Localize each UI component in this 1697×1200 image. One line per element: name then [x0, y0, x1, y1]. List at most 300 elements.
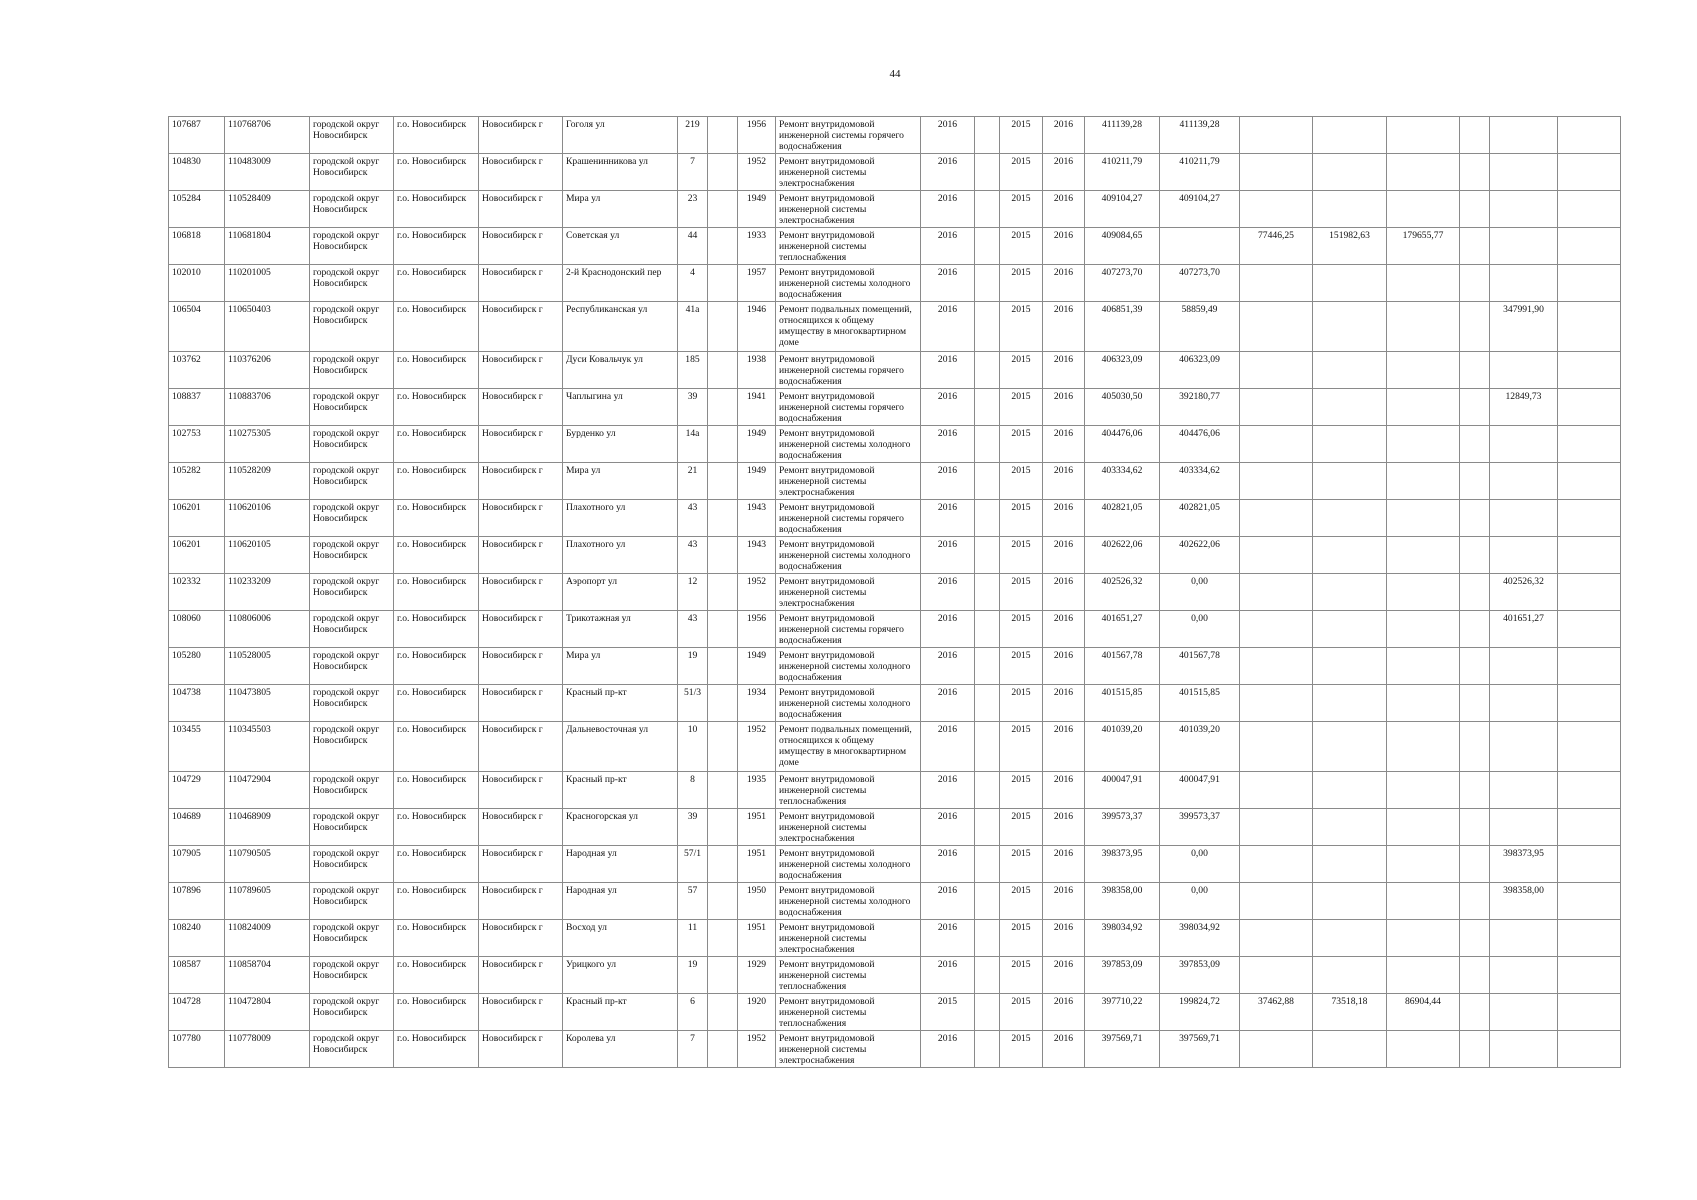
- cell-municipality: городской округ Новосибирск: [310, 920, 394, 957]
- cell-s3: [1387, 920, 1460, 957]
- cell-empty: [1558, 117, 1621, 154]
- cell-s4: [1490, 154, 1558, 191]
- cell-empty: [708, 1031, 738, 1068]
- cell-work: Ремонт внутридомовой инженерной системы горячего водоснабжения: [776, 611, 921, 648]
- cell-empty: [708, 883, 738, 920]
- cell-empty: [975, 389, 1000, 426]
- cell-house: 4: [678, 265, 708, 302]
- cell-district: г.о. Новосибирск: [394, 957, 479, 994]
- cell-street: Мира ул: [563, 463, 678, 500]
- cell-empty: [1460, 574, 1490, 611]
- cell-house: 19: [678, 648, 708, 685]
- cell-empty: [1558, 302, 1621, 352]
- cell-code: 110789605: [225, 883, 310, 920]
- cell-code: 110528209: [225, 463, 310, 500]
- cell-to-year: 2016: [1043, 463, 1085, 500]
- cell-empty: [1558, 426, 1621, 463]
- cell-code: 110483009: [225, 154, 310, 191]
- cell-empty: [1558, 463, 1621, 500]
- cell-s2: 73518,18: [1313, 994, 1387, 1031]
- cell-empty: [1558, 228, 1621, 265]
- cell-code: 110858704: [225, 957, 310, 994]
- cell-from-year: 2015: [1000, 154, 1043, 191]
- cell-municipality: городской округ Новосибирск: [310, 154, 394, 191]
- cell-empty: [1460, 809, 1490, 846]
- cell-empty: [975, 352, 1000, 389]
- cell-total: 407273,70: [1085, 265, 1160, 302]
- cell-district: г.о. Новосибирск: [394, 883, 479, 920]
- cell-code: 110376206: [225, 352, 310, 389]
- cell-total: 403334,62: [1085, 463, 1160, 500]
- cell-s1: [1240, 957, 1313, 994]
- cell-code: 110473805: [225, 685, 310, 722]
- cell-empty: [708, 265, 738, 302]
- cell-empty: [1460, 611, 1490, 648]
- cell-to-year: 2016: [1043, 772, 1085, 809]
- cell-from-year: 2015: [1000, 302, 1043, 352]
- cell-empty: [708, 957, 738, 994]
- cell-district: г.о. Новосибирск: [394, 426, 479, 463]
- cell-plan-year: 2016: [921, 537, 975, 574]
- cell-s2: [1313, 772, 1387, 809]
- cell-s2: [1313, 846, 1387, 883]
- cell-s4: 402526,32: [1490, 574, 1558, 611]
- cell-s3: [1387, 426, 1460, 463]
- cell-empty: [1460, 883, 1490, 920]
- cell-street: Чаплыгина ул: [563, 389, 678, 426]
- cell-plan-year: 2016: [921, 685, 975, 722]
- cell-from-year: 2015: [1000, 957, 1043, 994]
- cell-id: 105284: [169, 191, 225, 228]
- cell-fund: 0,00: [1160, 846, 1240, 883]
- cell-from-year: 2015: [1000, 117, 1043, 154]
- cell-empty: [1460, 463, 1490, 500]
- cell-district: г.о. Новосибирск: [394, 809, 479, 846]
- cell-s1: [1240, 722, 1313, 772]
- cell-empty: [1558, 389, 1621, 426]
- cell-plan-year: 2016: [921, 722, 975, 772]
- cell-s2: [1313, 154, 1387, 191]
- cell-year-built: 1950: [738, 883, 776, 920]
- cell-work: Ремонт внутридомовой инженерной системы теплоснабжения: [776, 957, 921, 994]
- cell-empty: [975, 574, 1000, 611]
- cell-year-built: 1943: [738, 500, 776, 537]
- cell-from-year: 2015: [1000, 722, 1043, 772]
- cell-to-year: 2016: [1043, 1031, 1085, 1068]
- cell-s2: [1313, 265, 1387, 302]
- cell-fund: 404476,06: [1160, 426, 1240, 463]
- cell-municipality: городской округ Новосибирск: [310, 611, 394, 648]
- cell-total: 399573,37: [1085, 809, 1160, 846]
- cell-year-built: 1949: [738, 191, 776, 228]
- cell-s4: [1490, 772, 1558, 809]
- cell-s3: [1387, 1031, 1460, 1068]
- cell-s3: [1387, 463, 1460, 500]
- cell-plan-year: 2016: [921, 154, 975, 191]
- cell-district: г.о. Новосибирск: [394, 389, 479, 426]
- cell-s4: [1490, 994, 1558, 1031]
- cell-s2: [1313, 191, 1387, 228]
- cell-city: Новосибирск г: [479, 500, 563, 537]
- cell-id: 107687: [169, 117, 225, 154]
- cell-city: Новосибирск г: [479, 117, 563, 154]
- cell-city: Новосибирск г: [479, 994, 563, 1031]
- cell-s1: [1240, 191, 1313, 228]
- cell-empty: [1558, 722, 1621, 772]
- cell-plan-year: 2016: [921, 1031, 975, 1068]
- cell-to-year: 2016: [1043, 352, 1085, 389]
- cell-empty: [1558, 611, 1621, 648]
- cell-empty: [708, 722, 738, 772]
- cell-s2: [1313, 611, 1387, 648]
- cell-s2: [1313, 302, 1387, 352]
- cell-empty: [975, 426, 1000, 463]
- cell-s2: [1313, 117, 1387, 154]
- cell-id: 106504: [169, 302, 225, 352]
- cell-empty: [1460, 265, 1490, 302]
- cell-municipality: городской округ Новосибирск: [310, 352, 394, 389]
- cell-plan-year: 2016: [921, 809, 975, 846]
- cell-s1: 77446,25: [1240, 228, 1313, 265]
- cell-municipality: городской округ Новосибирск: [310, 846, 394, 883]
- cell-from-year: 2015: [1000, 228, 1043, 265]
- cell-s3: [1387, 809, 1460, 846]
- cell-municipality: городской округ Новосибирск: [310, 1031, 394, 1068]
- cell-street: Красный пр-кт: [563, 994, 678, 1031]
- cell-s1: [1240, 426, 1313, 463]
- cell-house: 185: [678, 352, 708, 389]
- cell-from-year: 2015: [1000, 648, 1043, 685]
- cell-year-built: 1949: [738, 463, 776, 500]
- cell-district: г.о. Новосибирск: [394, 920, 479, 957]
- cell-district: г.о. Новосибирск: [394, 648, 479, 685]
- cell-empty: [975, 1031, 1000, 1068]
- cell-from-year: 2015: [1000, 611, 1043, 648]
- cell-year-built: 1941: [738, 389, 776, 426]
- cell-to-year: 2016: [1043, 389, 1085, 426]
- cell-work: Ремонт внутридомовой инженерной системы электроснабжения: [776, 920, 921, 957]
- cell-total: 398034,92: [1085, 920, 1160, 957]
- cell-total: 401567,78: [1085, 648, 1160, 685]
- cell-s1: [1240, 883, 1313, 920]
- cell-empty: [975, 191, 1000, 228]
- cell-s3: [1387, 685, 1460, 722]
- cell-s4: 398358,00: [1490, 883, 1558, 920]
- cell-empty: [975, 302, 1000, 352]
- cell-district: г.о. Новосибирск: [394, 537, 479, 574]
- cell-from-year: 2015: [1000, 537, 1043, 574]
- cell-empty: [975, 154, 1000, 191]
- cell-street: Восход ул: [563, 920, 678, 957]
- cell-s1: [1240, 772, 1313, 809]
- cell-code: 110806006: [225, 611, 310, 648]
- cell-plan-year: 2016: [921, 611, 975, 648]
- cell-city: Новосибирск г: [479, 1031, 563, 1068]
- cell-municipality: городской округ Новосибирск: [310, 117, 394, 154]
- cell-district: г.о. Новосибирск: [394, 574, 479, 611]
- cell-id: 107905: [169, 846, 225, 883]
- cell-city: Новосибирск г: [479, 574, 563, 611]
- cell-house: 11: [678, 920, 708, 957]
- cell-city: Новосибирск г: [479, 685, 563, 722]
- cell-empty: [975, 994, 1000, 1031]
- cell-s1: [1240, 574, 1313, 611]
- cell-municipality: городской округ Новосибирск: [310, 809, 394, 846]
- cell-municipality: городской округ Новосибирск: [310, 772, 394, 809]
- cell-empty: [1558, 500, 1621, 537]
- table-row: [169, 265, 1621, 302]
- cell-to-year: 2016: [1043, 920, 1085, 957]
- cell-work: Ремонт внутридомовой инженерной системы холодного водоснабжения: [776, 846, 921, 883]
- cell-plan-year: 2016: [921, 117, 975, 154]
- cell-plan-year: 2016: [921, 426, 975, 463]
- cell-house: 43: [678, 611, 708, 648]
- cell-s4: 347991,90: [1490, 302, 1558, 352]
- cell-total: 397569,71: [1085, 1031, 1160, 1068]
- cell-municipality: городской округ Новосибирск: [310, 228, 394, 265]
- cell-empty: [1460, 154, 1490, 191]
- cell-to-year: 2016: [1043, 648, 1085, 685]
- cell-s1: [1240, 920, 1313, 957]
- cell-district: г.о. Новосибирск: [394, 302, 479, 352]
- cell-municipality: городской округ Новосибирск: [310, 994, 394, 1031]
- cell-s4: [1490, 920, 1558, 957]
- cell-s3: [1387, 648, 1460, 685]
- cell-empty: [1460, 648, 1490, 685]
- cell-street: Советская ул: [563, 228, 678, 265]
- cell-id: 107780: [169, 1031, 225, 1068]
- cell-s3: [1387, 154, 1460, 191]
- cell-fund: 0,00: [1160, 611, 1240, 648]
- cell-to-year: 2016: [1043, 846, 1085, 883]
- cell-year-built: 1952: [738, 154, 776, 191]
- cell-code: 110468909: [225, 809, 310, 846]
- cell-id: 105280: [169, 648, 225, 685]
- cell-empty: [1460, 228, 1490, 265]
- cell-total: 402622,06: [1085, 537, 1160, 574]
- cell-total: 397710,22: [1085, 994, 1160, 1031]
- cell-from-year: 2015: [1000, 685, 1043, 722]
- cell-id: 108240: [169, 920, 225, 957]
- cell-street: Красный пр-кт: [563, 772, 678, 809]
- cell-empty: [708, 426, 738, 463]
- cell-s3: [1387, 191, 1460, 228]
- cell-city: Новосибирск г: [479, 846, 563, 883]
- table-row: [169, 1031, 1621, 1068]
- cell-street: Урицкого ул: [563, 957, 678, 994]
- cell-fund: 406323,09: [1160, 352, 1240, 389]
- cell-to-year: 2016: [1043, 228, 1085, 265]
- cell-house: 14а: [678, 426, 708, 463]
- cell-empty: [1460, 500, 1490, 537]
- cell-to-year: 2016: [1043, 994, 1085, 1031]
- cell-house: 57/1: [678, 846, 708, 883]
- cell-s3: 86904,44: [1387, 994, 1460, 1031]
- cell-fund: 411139,28: [1160, 117, 1240, 154]
- cell-code: 110201005: [225, 265, 310, 302]
- cell-empty: [708, 685, 738, 722]
- cell-from-year: 2015: [1000, 920, 1043, 957]
- cell-s2: [1313, 883, 1387, 920]
- cell-s3: [1387, 352, 1460, 389]
- cell-work: Ремонт внутридомовой инженерной системы горячего водоснабжения: [776, 500, 921, 537]
- cell-s3: [1387, 537, 1460, 574]
- cell-to-year: 2016: [1043, 426, 1085, 463]
- cell-s4: [1490, 537, 1558, 574]
- cell-s4: 12849,73: [1490, 389, 1558, 426]
- table-row: [169, 228, 1621, 265]
- cell-fund: 401515,85: [1160, 685, 1240, 722]
- cell-from-year: 2015: [1000, 883, 1043, 920]
- cell-empty: [975, 846, 1000, 883]
- cell-id: 102332: [169, 574, 225, 611]
- cell-fund: 401039,20: [1160, 722, 1240, 772]
- cell-empty: [1558, 648, 1621, 685]
- cell-id: 108587: [169, 957, 225, 994]
- cell-total: 401515,85: [1085, 685, 1160, 722]
- cell-to-year: 2016: [1043, 191, 1085, 228]
- cell-to-year: 2016: [1043, 537, 1085, 574]
- cell-work: Ремонт внутридомовой инженерной системы холодного водоснабжения: [776, 685, 921, 722]
- cell-to-year: 2016: [1043, 574, 1085, 611]
- cell-s4: [1490, 117, 1558, 154]
- cell-work: Ремонт внутридомовой инженерной системы электроснабжения: [776, 463, 921, 500]
- cell-empty: [975, 648, 1000, 685]
- cell-empty: [975, 772, 1000, 809]
- cell-year-built: 1952: [738, 722, 776, 772]
- cell-empty: [708, 772, 738, 809]
- cell-s3: [1387, 611, 1460, 648]
- capital-repair-table: [168, 116, 1621, 1068]
- cell-plan-year: 2016: [921, 352, 975, 389]
- cell-total: 400047,91: [1085, 772, 1160, 809]
- cell-street: Плахотного ул: [563, 537, 678, 574]
- cell-fund: 407273,70: [1160, 265, 1240, 302]
- cell-s1: [1240, 265, 1313, 302]
- cell-work: Ремонт внутридомовой инженерной системы теплоснабжения: [776, 228, 921, 265]
- table-row: [169, 463, 1621, 500]
- cell-city: Новосибирск г: [479, 389, 563, 426]
- cell-fund: 402821,05: [1160, 500, 1240, 537]
- cell-work: Ремонт внутридомовой инженерной системы холодного водоснабжения: [776, 537, 921, 574]
- cell-empty: [708, 648, 738, 685]
- cell-to-year: 2016: [1043, 685, 1085, 722]
- cell-s1: 37462,88: [1240, 994, 1313, 1031]
- cell-house: 8: [678, 772, 708, 809]
- cell-district: г.о. Новосибирск: [394, 1031, 479, 1068]
- cell-to-year: 2016: [1043, 265, 1085, 302]
- cell-s1: [1240, 846, 1313, 883]
- cell-code: 110681804: [225, 228, 310, 265]
- cell-code: 110620106: [225, 500, 310, 537]
- cell-district: г.о. Новосибирск: [394, 191, 479, 228]
- cell-fund: 199824,72: [1160, 994, 1240, 1031]
- cell-empty: [1460, 1031, 1490, 1068]
- cell-city: Новосибирск г: [479, 265, 563, 302]
- cell-city: Новосибирск г: [479, 191, 563, 228]
- cell-empty: [1558, 265, 1621, 302]
- cell-year-built: 1938: [738, 352, 776, 389]
- cell-empty: [975, 117, 1000, 154]
- cell-s3: [1387, 117, 1460, 154]
- cell-municipality: городской округ Новосибирск: [310, 883, 394, 920]
- cell-plan-year: 2016: [921, 302, 975, 352]
- cell-empty: [708, 191, 738, 228]
- cell-fund: 400047,91: [1160, 772, 1240, 809]
- cell-municipality: городской округ Новосибирск: [310, 685, 394, 722]
- cell-s3: [1387, 500, 1460, 537]
- cell-s1: [1240, 463, 1313, 500]
- cell-street: Дальневосточная ул: [563, 722, 678, 772]
- cell-work: Ремонт внутридомовой инженерной системы электроснабжения: [776, 191, 921, 228]
- cell-fund: 392180,77: [1160, 389, 1240, 426]
- cell-s3: [1387, 574, 1460, 611]
- cell-s2: [1313, 957, 1387, 994]
- cell-year-built: 1956: [738, 117, 776, 154]
- cell-work: Ремонт внутридомовой инженерной системы холодного водоснабжения: [776, 265, 921, 302]
- cell-s4: [1490, 463, 1558, 500]
- cell-plan-year: 2016: [921, 500, 975, 537]
- cell-city: Новосибирск г: [479, 883, 563, 920]
- cell-street: Народная ул: [563, 883, 678, 920]
- cell-fund: 402622,06: [1160, 537, 1240, 574]
- cell-empty: [1558, 846, 1621, 883]
- cell-total: 401651,27: [1085, 611, 1160, 648]
- cell-empty: [975, 685, 1000, 722]
- cell-from-year: 2015: [1000, 426, 1043, 463]
- cell-id: 104728: [169, 994, 225, 1031]
- cell-id: 102753: [169, 426, 225, 463]
- cell-house: 43: [678, 537, 708, 574]
- cell-to-year: 2016: [1043, 722, 1085, 772]
- cell-district: г.о. Новосибирск: [394, 500, 479, 537]
- cell-municipality: городской округ Новосибирск: [310, 537, 394, 574]
- table-row: [169, 648, 1621, 685]
- cell-s3: [1387, 722, 1460, 772]
- cell-from-year: 2015: [1000, 846, 1043, 883]
- cell-district: г.о. Новосибирск: [394, 117, 479, 154]
- table-row: [169, 191, 1621, 228]
- cell-district: г.о. Новосибирск: [394, 352, 479, 389]
- cell-district: г.о. Новосибирск: [394, 265, 479, 302]
- table-row: [169, 611, 1621, 648]
- cell-house: 7: [678, 154, 708, 191]
- cell-work: Ремонт внутридомовой инженерной системы холодного водоснабжения: [776, 883, 921, 920]
- cell-district: г.о. Новосибирск: [394, 685, 479, 722]
- cell-s1: [1240, 154, 1313, 191]
- cell-work: Ремонт внутридомовой инженерной системы холодного водоснабжения: [776, 648, 921, 685]
- cell-to-year: 2016: [1043, 117, 1085, 154]
- cell-s4: [1490, 809, 1558, 846]
- cell-municipality: городской округ Новосибирск: [310, 463, 394, 500]
- cell-to-year: 2016: [1043, 302, 1085, 352]
- cell-street: Аэропорт ул: [563, 574, 678, 611]
- cell-city: Новосибирск г: [479, 426, 563, 463]
- cell-s1: [1240, 302, 1313, 352]
- cell-s1: [1240, 352, 1313, 389]
- cell-plan-year: 2016: [921, 772, 975, 809]
- cell-street: Бурденко ул: [563, 426, 678, 463]
- cell-empty: [708, 574, 738, 611]
- cell-house: 19: [678, 957, 708, 994]
- cell-total: 409104,27: [1085, 191, 1160, 228]
- cell-empty: [975, 500, 1000, 537]
- cell-house: 44: [678, 228, 708, 265]
- cell-s1: [1240, 648, 1313, 685]
- cell-s4: [1490, 228, 1558, 265]
- table-row: [169, 772, 1621, 809]
- cell-year-built: 1946: [738, 302, 776, 352]
